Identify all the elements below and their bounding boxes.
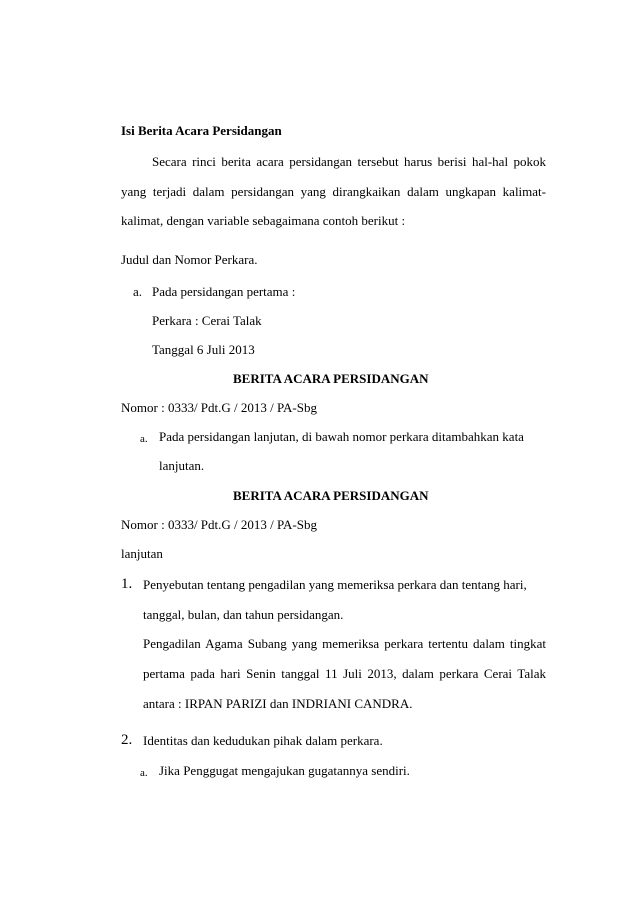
item1-para-line-1: Pengadilan Agama Subang yang memeriksa perkara tertentu dalam tingkat <box>143 636 546 651</box>
item1-line-2: tanggal, bulan, dan tahun persidangan. <box>143 607 344 622</box>
list-marker-2a: a. <box>140 767 148 779</box>
nomor-line-1: Nomor : 0333/ Pdt.G / 2013 / PA-Sbg <box>121 400 317 415</box>
list-marker-a1: a. <box>133 284 143 299</box>
intro-line-2: yang terjadi dalam persidangan yang dirangkaikan dalam ungkapan kalimat- <box>121 184 546 199</box>
item1-para-line-2: pertama pada hari Senin tanggal 11 Juli 2013, dalam perkara Cerai Talak <box>143 666 546 681</box>
item-a2-line-2: lanjutan. <box>159 458 205 473</box>
intro-line-1: Secara rinci berita acara persidangan tersebut harus berisi hal-hal pokok <box>152 154 546 169</box>
item2-sub-text: Jika Penggugat mengajukan gugatannya sendiri. <box>159 763 410 778</box>
list-marker-2: 2. <box>121 732 133 748</box>
item-a1-text: Pada persidangan pertama : <box>152 284 296 299</box>
section-heading: Isi Berita Acara Persidangan <box>121 123 282 138</box>
item-a2-line-1: Pada persidangan lanjutan, di bawah nomor perkara ditambahkan kata <box>159 429 524 444</box>
tanggal-line: Tanggal 6 Juli 2013 <box>152 342 255 357</box>
item1-para-line-3: antara : IRPAN PARIZI dan INDRIANI CANDRA. <box>143 696 413 711</box>
list-marker-1: 1. <box>121 576 133 592</box>
intro-line-3: kalimat, dengan variable sebagaimana contoh berikut : <box>121 213 406 228</box>
berita-acara-title-2: BERITA ACARA PERSIDANGAN <box>233 488 429 503</box>
lanjutan-line: lanjutan <box>121 546 163 561</box>
item2-text: Identitas dan kedudukan pihak dalam perkara. <box>143 733 383 748</box>
item1-line-1: Penyebutan tentang pengadilan yang memeriksa perkara dan tentang hari, <box>143 577 527 592</box>
perkara-line: Perkara : Cerai Talak <box>152 313 262 328</box>
berita-acara-title-1: BERITA ACARA PERSIDANGAN <box>233 371 429 386</box>
nomor-line-2: Nomor : 0333/ Pdt.G / 2013 / PA-Sbg <box>121 517 317 532</box>
list-marker-a2: a. <box>140 433 148 445</box>
judul-line: Judul dan Nomor Perkara. <box>121 252 258 267</box>
